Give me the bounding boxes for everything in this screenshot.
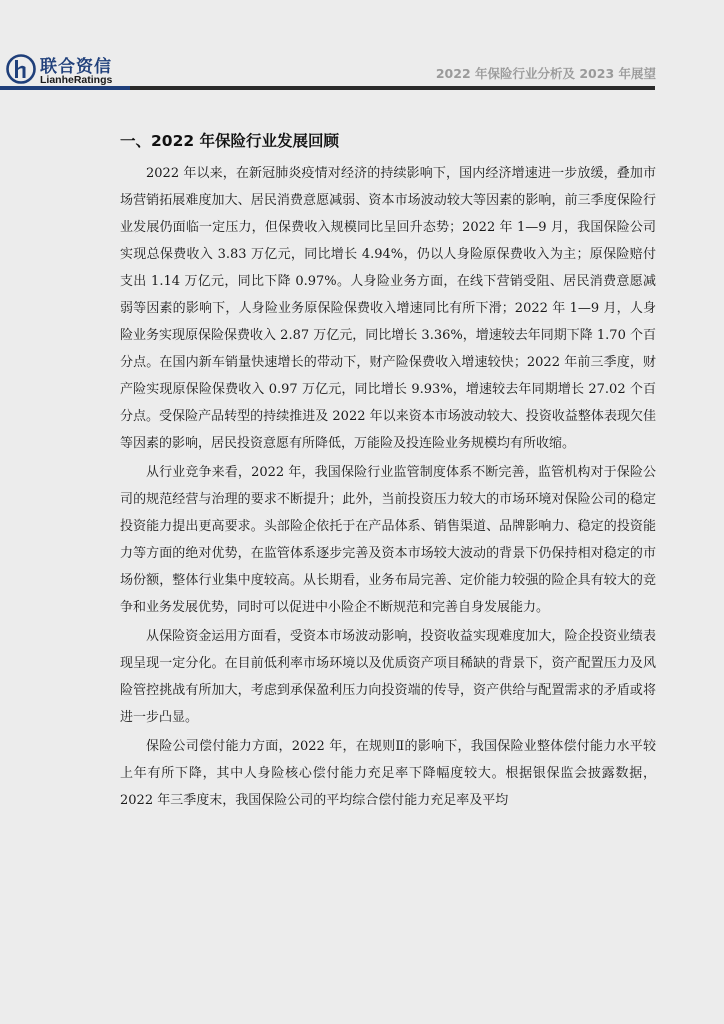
paragraph: 2022 年以来，在新冠肺炎疫情对经济的持续影响下，国内经济增速进一步放缓，叠加市场营销拓展难度加大、居民消费意愿减弱、资本市场波动较大等因素的影响，前三季度保险行业发展仍面临一定压力，但保费收入规模同比呈回升态势；2022 年 1—9 月，我国保险公司实现总保费收入 3.83 万亿元，同比增长 4.94%，仍以人身险原保费收入为主；原保险赔付支出 1.14 万亿元，同比下降 0.97%。人身险业务方面，在线下营销受阻、居民消费意愿减弱等因素的影响下，人身险业务原保险保费收入增速同比有所下滑；2022 年 1—9 月，人身险业务实现原保险保费收入 2.87 万亿元，同比增长 3.36%，增速较去年同期下降 1.70 个百分点。在国内新车销量快速增长的带动下，财产险保费收入增速较快；2022 年前三季度，财产险实现原保险保费收入 0.97 万亿元，同比增长 9.93%，增速较去年同期增长 27.02 个百分点。受保险产品转型的持续推进及 2022 年以来资本市场波动较大、投资收益整体表现欠佳等因素的影响，居民投资意愿有所降低，万能险及投连险业务规模均有所收缩。 (120, 166, 656, 451)
section-heading: 一、2022 年保险行业发展回顾 (120, 132, 340, 150)
paragraph: 保险公司偿付能力方面，2022 年，在规则Ⅱ的影响下，我国保险业整体偿付能力水平较上年有所下降，其中人身险核心偿付能力充足率下降幅度较大。根据银保监会披露数据，2022 年三季度末，我国保险公司的平均综合偿付能力充足率及平均 (120, 739, 656, 808)
main-content (120, 128, 656, 816)
paragraph: 从行业竞争来看，2022 年，我国保险行业监管制度体系不断完善，监管机构对于保险公司的规范经营与治理的要求不断提升；此外，当前投资压力较大的市场环境对保险公司的稳定投资能力提出更高要求。头部险企依托于在产品体系、销售渠道、品牌影响力、稳定的投资能力等方面的绝对优势，在监管体系逐步完善及资本市场较大波动的背景下仍保持相对稳定的市场份额，整体行业集中度较高。从长期看，业务布局完善、定价能力较强的险企具有较大的竞争和业务发展优势，同时可以促进中小险企不断规范和完善自身发展能力。 (120, 465, 656, 615)
paragraph: 从保险资金运用方面看，受资本市场波动影响，投资收益实现难度加大，险企投资业绩表现呈现一定分化。在目前低利率市场环境以及优质资产项目稀缺的背景下，资产配置压力及风险管控挑战有所加大，考虑到承保盈利压力向投资端的传导，资产供给与配置需求的矛盾或将进一步凸显。 (120, 629, 656, 725)
header-rule (130, 86, 655, 90)
logo-chinese-text: 联合资信 (40, 57, 112, 77)
header-rule-accent (0, 86, 130, 90)
logo-english-text: LianheRatings (40, 74, 113, 86)
page-header (0, 0, 724, 100)
report-title: 2022 年保险行业分析及 2023 年展望 (435, 66, 656, 81)
lianhe-logo (6, 52, 116, 90)
lianhe-logo-icon (6, 54, 36, 84)
